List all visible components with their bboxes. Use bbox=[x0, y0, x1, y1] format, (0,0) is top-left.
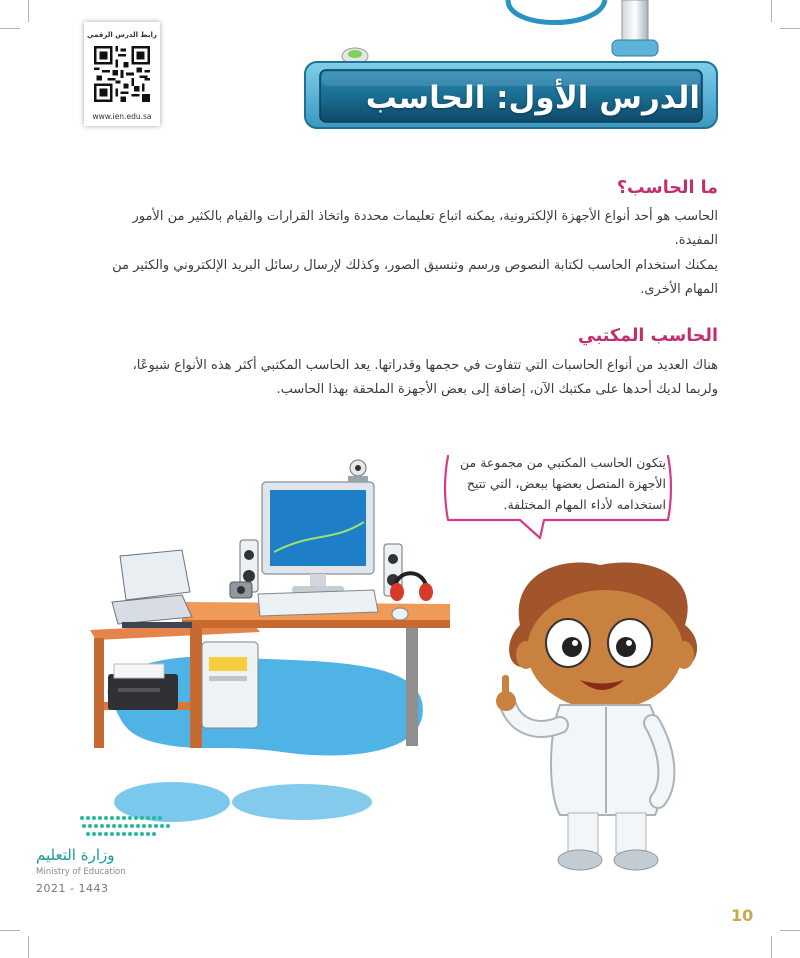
speech-bubble-text: يتكون الحاسب المكتبي من مجموعة من الأجهزة المتصل بعضها ببعض، التي تتيح استخدامه لأداء المهام المختلفة. bbox=[460, 455, 666, 512]
page-number: 10 bbox=[731, 906, 754, 925]
section-heading-what-is-computer: ما الحاسب؟ bbox=[616, 178, 718, 198]
paragraph-definition: الحاسب هو أحد أنواع الأجهزة الإلكترونية، يمكنه اتباع تعليمات محددة واتخاذ القرارات والقيام بالكثير من الأمور المفيدة. bbox=[132, 209, 718, 248]
ministry-name-arabic: وزارة التعليم bbox=[36, 846, 115, 864]
desktop-computer-illustration bbox=[82, 452, 452, 822]
crop-mark bbox=[28, 936, 29, 958]
qr-label: رابط الدرس الرقمي bbox=[87, 31, 157, 39]
crop-mark bbox=[0, 28, 20, 29]
crop-mark bbox=[780, 28, 800, 29]
qr-code-icon bbox=[94, 46, 150, 102]
paragraph-uses: يمكنك استخدام الحاسب لكتابة النصوص ورسم وتنسيق الصور، وكذلك لإرسال رسائل البريد الإلكتروني والكثير من المهام الأخرى. bbox=[112, 258, 718, 297]
crop-mark bbox=[28, 0, 29, 22]
ministry-logo-icon bbox=[78, 812, 174, 840]
ministry-name-english: Ministry of Education bbox=[36, 867, 126, 877]
crop-mark bbox=[771, 936, 772, 958]
lesson-title: الدرس الأول: الحاسب bbox=[365, 80, 700, 116]
qr-url: www.ien.edu.sa bbox=[92, 112, 152, 121]
qr-code-box[interactable] bbox=[84, 22, 160, 126]
crop-mark bbox=[780, 930, 800, 931]
ministry-year: 2021 - 1443 bbox=[36, 882, 109, 895]
boy-character-illustration bbox=[480, 555, 720, 875]
paragraph-desktop: هناك العديد من أنواع الحاسبات التي تتفاوت في حجمها وقدراتها. يعد الحاسب المكتبي أكثر هذه الأنواع شيوعًا، ولربما لديك أحدها على مكتبك الآن، إضافة إلى بعض الأجهزة الملحقة بهذا الحاسب. bbox=[132, 358, 718, 397]
crop-mark bbox=[771, 0, 772, 22]
crop-mark bbox=[0, 930, 20, 931]
section-heading-desktop-computer: الحاسب المكتبي bbox=[577, 326, 718, 346]
